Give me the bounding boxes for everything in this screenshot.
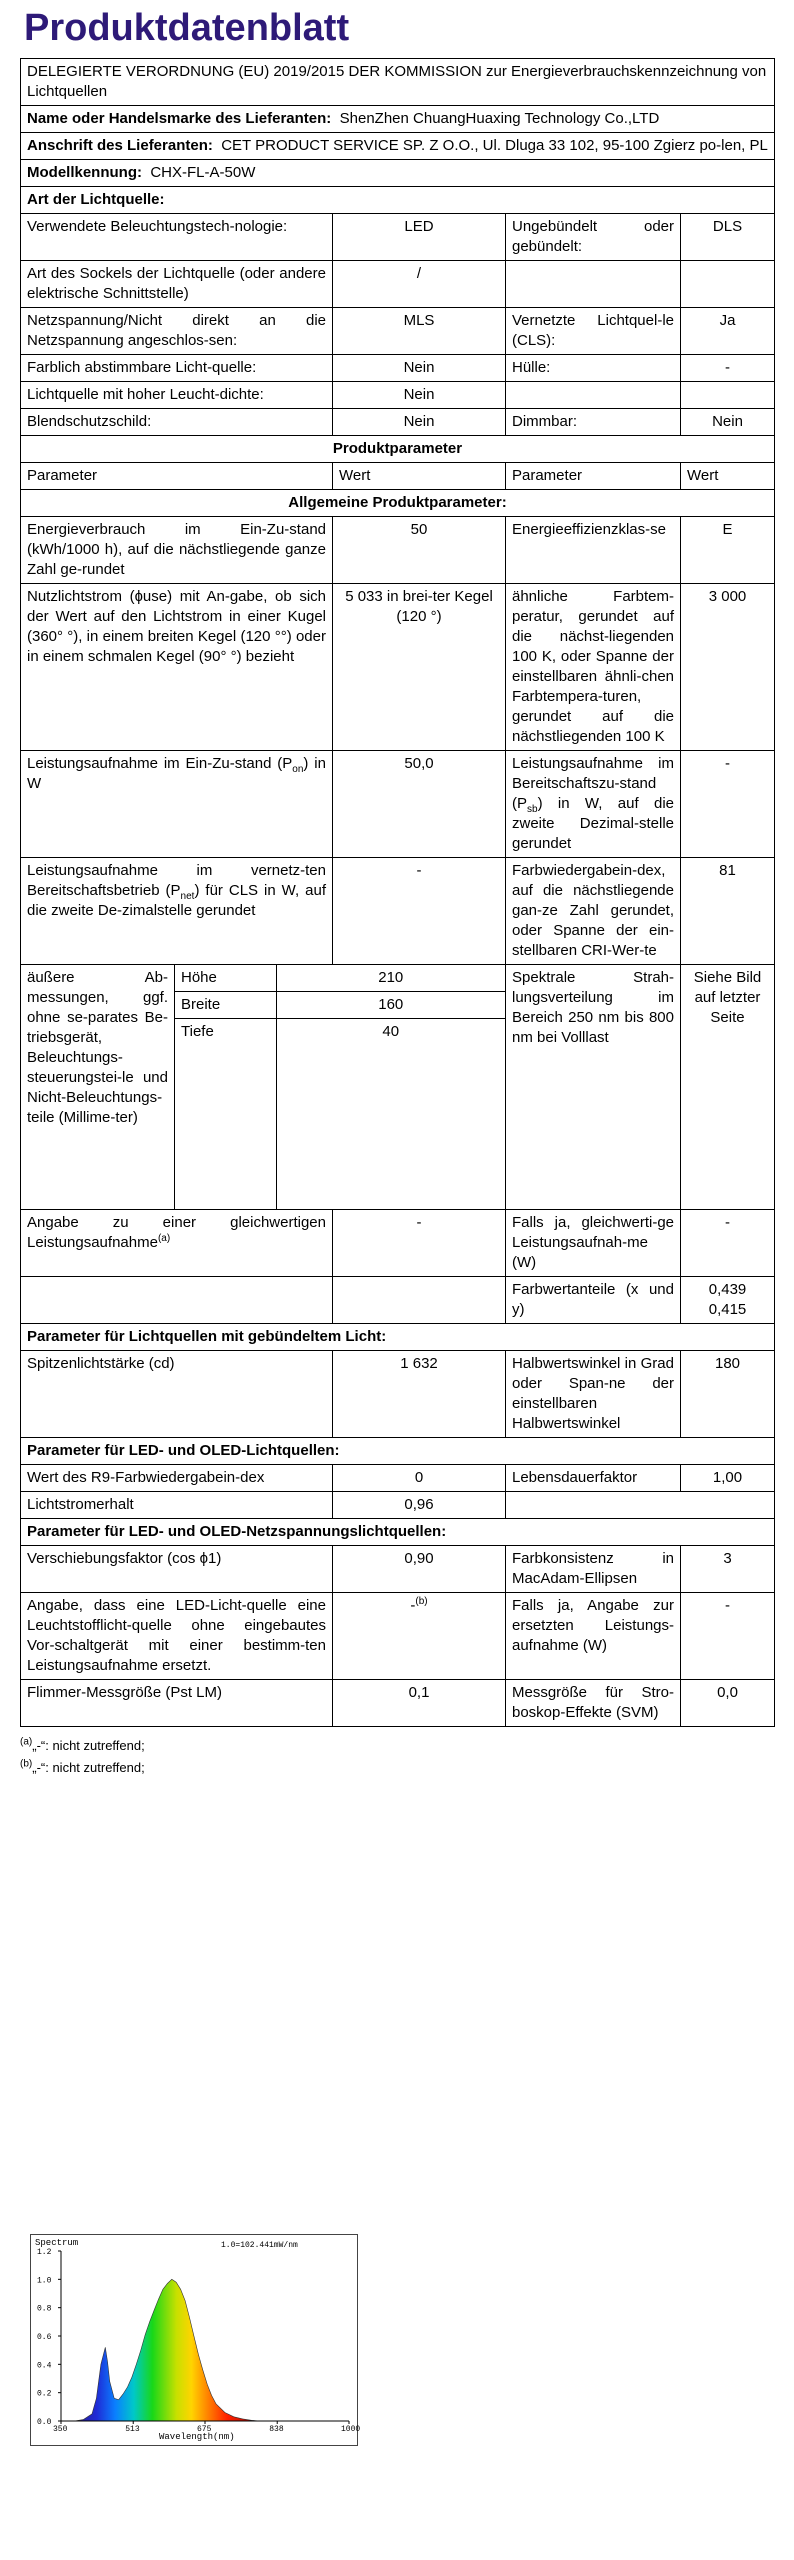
type-value-1: MLS bbox=[333, 308, 506, 355]
type-value-2: Ja bbox=[681, 308, 775, 355]
spectral-distribution-value: Siehe Bild auf letzter Seite bbox=[681, 965, 775, 1210]
energy-label: Energieverbrauch im Ein-Zu-stand (kWh/1000 h), auf die nächstliegende ganze Zahl ge-rundet bbox=[21, 517, 333, 584]
type-label-2 bbox=[506, 261, 681, 308]
footnote-text: „-“: nicht zutreffend; bbox=[32, 1760, 145, 1775]
type-label-1: Art des Sockels der Lichtquelle (oder andere elektrische Schnittstelle) bbox=[21, 261, 333, 308]
dimension-name: Breite bbox=[175, 992, 276, 1019]
flicker-label: Flimmer-Messgröße (Pst LM) bbox=[21, 1680, 333, 1727]
displacement-factor-value: 0,90 bbox=[333, 1546, 506, 1593]
type-value-1: Nein bbox=[333, 355, 506, 382]
power-on-value: 50,0 bbox=[333, 751, 506, 858]
y-tick-label: 0.0 bbox=[37, 2418, 52, 2427]
note-ref-b: (b) bbox=[415, 1596, 428, 1607]
power-on-sub: on bbox=[292, 764, 304, 775]
col-header-value: Wert bbox=[333, 463, 506, 490]
spectrum-info: 1.0=102.441mW/nm bbox=[221, 2241, 298, 2250]
x-tick-label: 675 bbox=[197, 2425, 212, 2434]
power-on-label bbox=[21, 751, 333, 858]
dimension-name: Höhe bbox=[175, 965, 276, 992]
equivalent-power-w-value: - bbox=[681, 1210, 775, 1277]
type-label-2 bbox=[506, 382, 681, 409]
y-tick-label: 1.0 bbox=[37, 2276, 52, 2286]
type-label-2: Vernetzte Lichtquel-le (CLS): bbox=[506, 308, 681, 355]
datasheet-table bbox=[20, 58, 775, 1727]
equivalent-power-text: Angabe zu einer gleichwertigen Leistungsaufnahme bbox=[27, 1214, 326, 1251]
type-value-1: Nein bbox=[333, 409, 506, 436]
address-label: Anschrift des Lieferanten: bbox=[27, 137, 213, 154]
x-tick-label: 350 bbox=[53, 2425, 68, 2434]
type-label-1: Farblich abstimmbare Licht-quelle: bbox=[21, 355, 333, 382]
chromaticity-x: 0,439 bbox=[708, 1281, 747, 1298]
power-on-label-tail: ) in W bbox=[27, 755, 326, 792]
chromaticity-label: Farbwertanteile (x und y) bbox=[506, 1277, 681, 1324]
type-value-2: DLS bbox=[681, 214, 775, 261]
led-header: Parameter für LED- und OLED-Lichtquellen: bbox=[21, 1438, 775, 1465]
chromaticity-y: 0,415 bbox=[708, 1301, 747, 1318]
footnote-mark: (b) bbox=[20, 1758, 33, 1770]
spectrum-area bbox=[74, 2279, 260, 2421]
directional-header: Parameter für Lichtquellen mit gebündeltem Licht: bbox=[21, 1324, 775, 1351]
col-header-parameter: Parameter bbox=[21, 463, 333, 490]
networked-standby-value: - bbox=[333, 858, 506, 965]
type-label-2: Dimmbar: bbox=[506, 409, 681, 436]
color-consistency-value: 3 bbox=[681, 1546, 775, 1593]
survival-factor-label: Lebensdauerfaktor bbox=[506, 1465, 681, 1492]
dimension-row bbox=[175, 1019, 505, 1210]
equivalent-power-label bbox=[21, 1210, 333, 1277]
col-header-parameter: Parameter bbox=[506, 463, 681, 490]
standby-value: - bbox=[681, 751, 775, 858]
flux-value: 5 033 in brei-ter Kegel (120 °) bbox=[333, 584, 506, 751]
dimensions-label: äußere Ab-messungen, ggf. ohne se-parates Be-triebsgerät, Beleuchtungs-steuerungstei-le und Nicht-Beleuchtungs-teile (Millime-ter) bbox=[21, 965, 175, 1210]
type-value-1: Nein bbox=[333, 382, 506, 409]
equivalent-power-value: - bbox=[333, 1210, 506, 1277]
spectral-distribution-label: Spektrale Strah-lungsverteilung im Bereich 250 nm bis 800 nm bei Volllast bbox=[506, 965, 681, 1210]
standby-label-text: Leistungsaufnahme im Bereitschaftszu-stand (P bbox=[512, 755, 674, 812]
efficiency-class-label: Energieeffizienzklas-se bbox=[506, 517, 681, 584]
y-tick-label: 1.2 bbox=[37, 2248, 52, 2257]
footnote bbox=[20, 1735, 774, 1757]
r9-label: Wert des R9-Farbwiedergabein-dex bbox=[21, 1465, 333, 1492]
r9-value: 0 bbox=[333, 1465, 506, 1492]
page-title: Produktdatenblatt bbox=[24, 7, 350, 49]
stroboscopic-value: 0,0 bbox=[681, 1680, 775, 1727]
type-value-2 bbox=[681, 261, 775, 308]
dimension-row bbox=[175, 992, 505, 1019]
note-ref-a: (a) bbox=[157, 1233, 171, 1244]
networked-standby-label bbox=[21, 858, 333, 965]
address-row bbox=[21, 133, 775, 160]
survival-factor-value: 1,00 bbox=[681, 1465, 775, 1492]
spectrum-svg bbox=[31, 2235, 361, 2445]
x-tick-label: 1000 bbox=[341, 2425, 361, 2434]
mains-header: Parameter für LED- und OLED-Netzspannungslichtquellen: bbox=[21, 1519, 775, 1546]
replacement-value-text: - bbox=[410, 1597, 416, 1614]
cct-value: 3 000 bbox=[681, 584, 775, 751]
spectrum-chart bbox=[30, 2234, 361, 2446]
general-header: Allgemeine Produktparameter: bbox=[21, 490, 775, 517]
stroboscopic-label: Messgröße für Stro-boskop-Effekte (SVM) bbox=[506, 1680, 681, 1727]
dimension-value: 210 bbox=[276, 965, 505, 992]
chromaticity-value bbox=[681, 1277, 775, 1324]
equivalent-power-w-label: Falls ja, gleichwerti-ge Leistungsaufnah-me (W) bbox=[506, 1210, 681, 1277]
y-tick-label: 0.4 bbox=[37, 2361, 52, 2371]
footnote-mark: (a) bbox=[20, 1736, 33, 1748]
networked-sub: net bbox=[180, 891, 195, 902]
type-value-2: Nein bbox=[681, 409, 775, 436]
footnote-text: „-“: nicht zutreffend; bbox=[32, 1738, 145, 1753]
model-value: CHX-FL-A-50W bbox=[150, 164, 256, 181]
type-value-1: LED bbox=[333, 214, 506, 261]
replacement-value bbox=[333, 1593, 506, 1680]
model-label: Modellkennung: bbox=[27, 164, 142, 181]
replaced-power-label: Falls ja, Angabe zur ersetzten Leistungs-aufnahme (W) bbox=[506, 1593, 681, 1680]
footnotes bbox=[20, 1735, 774, 1779]
footnote bbox=[20, 1757, 774, 1779]
y-tick-label: 0.8 bbox=[37, 2304, 52, 2314]
replaced-power-value: - bbox=[681, 1593, 775, 1680]
x-tick-label: 838 bbox=[269, 2425, 284, 2434]
type-label-1: Netzspannung/Nicht direkt an die Netzspannung angeschlos-sen: bbox=[21, 308, 333, 355]
datasheet bbox=[20, 6, 774, 1779]
type-value-2 bbox=[681, 382, 775, 409]
beam-angle-value: 180 bbox=[681, 1351, 775, 1438]
type-label-1: Blendschutzschild: bbox=[21, 409, 333, 436]
peak-intensity-label: Spitzenlichtstärke (cd) bbox=[21, 1351, 333, 1438]
replacement-label: Angabe, dass eine LED-Licht-quelle eine Leuchtstofflicht-quelle ohne eingebautes Vor-schaltgerät mit einer bestimm-ten Leistungsaufnahme ersetzt. bbox=[21, 1593, 333, 1680]
col-header-value: Wert bbox=[681, 463, 775, 490]
lumen-maintenance-label: Lichtstromerhalt bbox=[21, 1492, 333, 1519]
model-row bbox=[21, 160, 775, 187]
supplier-value: ShenZhen ChuangHuaxing Technology Co.,LTD bbox=[339, 110, 660, 127]
lumen-maintenance-value: 0,96 bbox=[333, 1492, 506, 1519]
empty-cell bbox=[506, 1492, 775, 1519]
params-header: Produktparameter bbox=[21, 436, 775, 463]
spectrum-xlabel: Wavelength(nm) bbox=[159, 2432, 235, 2442]
dimensions-cell bbox=[175, 965, 506, 1210]
y-axis-ticks bbox=[37, 2248, 61, 2427]
flux-label: Nutzlichtstrom (ɸuse) mit An-gabe, ob sich der Wert auf den Lichtstrom in einer Kugel (360° °), in einem breiten Kegel (120 °°) oder in einem schmalen Kegel (90° °) bezieht bbox=[21, 584, 333, 751]
type-value-2: - bbox=[681, 355, 775, 382]
flicker-value: 0,1 bbox=[333, 1680, 506, 1727]
type-header: Art der Lichtquelle: bbox=[21, 187, 775, 214]
cri-label: Farbwiedergabein-dex, auf die nächstliegende gan-ze Zahl gerundet, oder Spanne der ein-stellbaren CRI-Wer-te bbox=[506, 858, 681, 965]
empty-cell bbox=[21, 1277, 333, 1324]
dimension-row bbox=[175, 965, 505, 992]
type-value-1: / bbox=[333, 261, 506, 308]
networked-label-tail: ) für CLS in W, auf die zweite De-zimalstelle gerundet bbox=[27, 882, 326, 919]
dimensions-table bbox=[175, 965, 505, 1209]
energy-value: 50 bbox=[333, 517, 506, 584]
dimension-name: Tiefe bbox=[175, 1019, 276, 1210]
standby-label-tail: ) in W, auf die zweite Dezimal-stelle gerundet bbox=[512, 795, 674, 852]
regulation-text: DELEGIERTE VERORDNUNG (EU) 2019/2015 DER KOMMISSION zur Energieverbrauchskennzeichnung von Lichtquellen bbox=[21, 59, 775, 106]
supplier-row bbox=[21, 106, 775, 133]
spectrum-title: Spectrum bbox=[35, 2238, 79, 2248]
empty-cell bbox=[333, 1277, 506, 1324]
x-tick-label: 513 bbox=[125, 2425, 140, 2434]
type-label-2: Hülle: bbox=[506, 355, 681, 382]
color-consistency-label: Farbkonsistenz in MacAdam-Ellipsen bbox=[506, 1546, 681, 1593]
y-tick-label: 0.6 bbox=[37, 2333, 52, 2342]
dimension-value: 40 bbox=[382, 1023, 400, 1040]
standby-sub: sb bbox=[527, 804, 538, 815]
supplier-label: Name oder Handelsmarke des Lieferanten: bbox=[27, 110, 332, 127]
cri-value: 81 bbox=[681, 858, 775, 965]
dimension-value: 160 bbox=[276, 992, 505, 1019]
peak-intensity-value: 1 632 bbox=[333, 1351, 506, 1438]
displacement-factor-label: Verschiebungsfaktor (cos ϕ1) bbox=[21, 1546, 333, 1593]
beam-angle-label: Halbwertswinkel in Grad oder Span-ne der einstellbaren Halbwertswinkel bbox=[506, 1351, 681, 1438]
power-on-label-text: Leistungsaufnahme im Ein-Zu-stand (P bbox=[27, 755, 293, 772]
type-label-2: Ungebündelt oder gebündelt: bbox=[506, 214, 681, 261]
address-value: CET PRODUCT SERVICE SP. Z O.O., Ul. Dluga 33 102, 95-100 Zgierz po-len, PL bbox=[221, 137, 768, 154]
type-label-1: Lichtquelle mit hoher Leucht-dichte: bbox=[21, 382, 333, 409]
y-tick-label: 0.2 bbox=[37, 2389, 52, 2399]
type-label-1: Verwendete Beleuchtungstech-nologie: bbox=[21, 214, 333, 261]
cct-label: ähnliche Farbtem-peratur, gerundet auf die nächst-liegenden 100 K, oder Spanne der einstellbaren ähnli-chen Farbtempera-turen, gerundet auf die nächstliegenden 100 K bbox=[506, 584, 681, 751]
standby-label bbox=[506, 751, 681, 858]
efficiency-class-value: E bbox=[681, 517, 775, 584]
networked-label-text: Leistungsaufnahme im vernetz-ten Bereitschaftsbetrieb (P bbox=[27, 862, 326, 899]
